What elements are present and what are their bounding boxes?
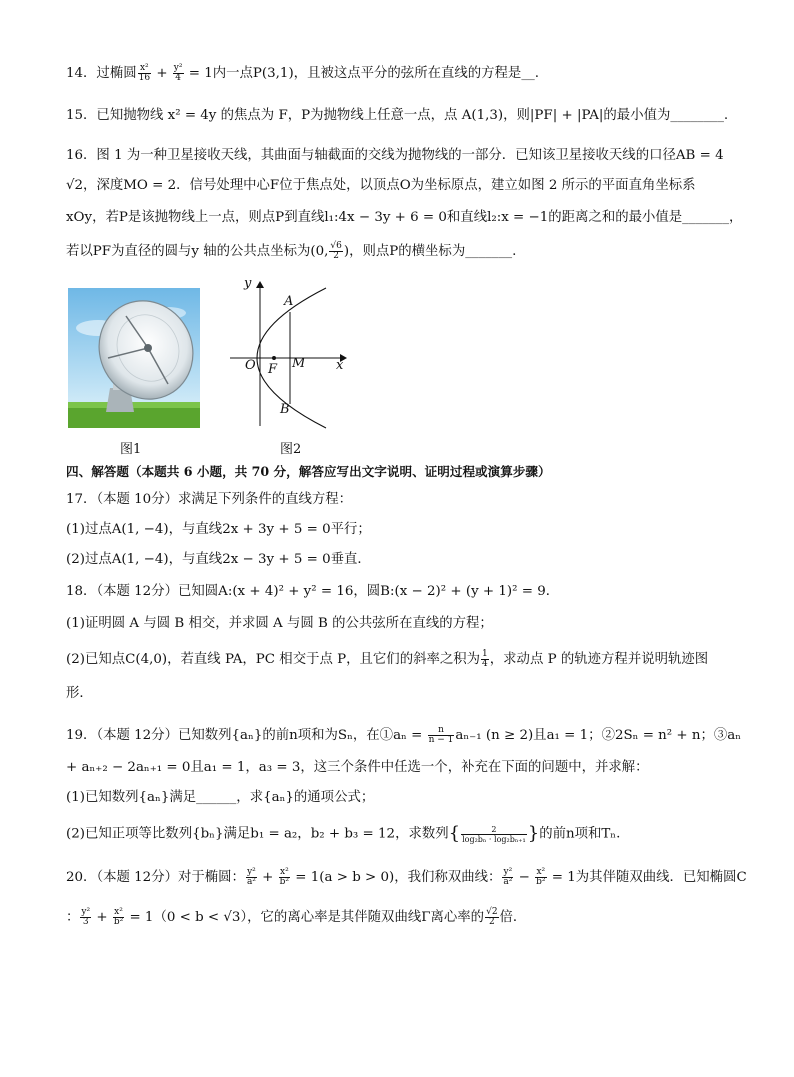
- focus-point: [272, 356, 276, 360]
- figure-2-caption: 图2: [280, 442, 302, 457]
- question-16-line-4: 若以PF为直径的圆与y 轴的公共点坐标为(0, $\frac{√6}{2}$ )，则点P的横坐标为_______.: [66, 241, 517, 261]
- label-f: F: [268, 362, 278, 377]
- fraction: $\frac{n}{n - 1}$: [428, 725, 454, 745]
- question-15: 15．已知抛物线 x² = 4y 的焦点为 F，P为抛物线上任意一点，点 A(1,3)，则|PF| + |PA|的最小值为________.: [66, 108, 729, 123]
- question-18-head: 18．（本题 12分）已知圆A:(x + 4)² + y² = 16，圆B:(x − 2)² + (y + 1)² = 9．: [66, 584, 560, 599]
- label-x: x: [336, 358, 344, 373]
- label-a: A: [284, 294, 294, 309]
- fraction: $\frac{2}{\text{log₂bₙ · log₂bₙ₊₁}}$: [462, 824, 526, 844]
- label-m: M: [292, 356, 306, 371]
- fraction: $\frac{\text{y²}}{\text{a²}}$: [246, 867, 256, 887]
- fraction: $\frac{\text{x²}}{\text{b²}}$: [113, 907, 124, 927]
- question-19-line-2: + aₙ₊₂ − 2aₙ₊₁ = 0且a₁ = 1，a₃ = 3，这三个条件中任选一个，补充在下面的问题中，并求解：: [66, 760, 649, 775]
- fraction: $\frac{√2}{2}$: [486, 907, 498, 927]
- figure-1-satellite-dish: [68, 288, 200, 428]
- question-17-part-1: (1)过点A(1, −4)，与直线2x + 3y + 5 = 0平行；: [66, 522, 371, 537]
- question-19-part-2: (2)已知正项等比数列{bₙ}满足b₁ = a₂，b₂ + b₃ = 12，求数列{ $\frac{2}{\text{log₂bₙ · log₂bₙ₊₁}}$ }的前n项和Tₙ.: [66, 823, 621, 844]
- question-16-line-2: √2，深度MO = 2．信号处理中心F位于焦点处，以顶点O为坐标原点，建立如图 2 所示的平面直角坐标系: [66, 178, 696, 193]
- q14-text-end: = 1内一点P(3,1)，且被这点平分的弦所在直线的方程是__.: [184, 66, 539, 81]
- label-b: B: [280, 402, 290, 417]
- question-18-part-1: (1)证明圆 A 与圆 B 相交，并求圆 A 与圆 B 的公共弦所在直线的方程；: [66, 616, 493, 631]
- question-18-part-2: (2)已知点C(4,0)，若直线 PA，PC 相交于点 P，且它们的斜率之积为 $\frac{1}{4}$ ，求动点 P 的轨迹方程并说明轨迹图: [66, 649, 709, 669]
- fraction: $\frac{\text{x²}}{16}$: [138, 63, 151, 83]
- question-17-head: 17．（本题 10分）求满足下列条件的直线方程：: [66, 492, 353, 507]
- fraction: $\frac{\text{y²}}{\text{a²}}$: [503, 867, 513, 887]
- fraction: $\frac{\text{y²}}{4}$: [173, 63, 183, 83]
- figure-1-caption: 图1: [120, 442, 142, 457]
- question-19-part-1: (1)已知数列{aₙ}满足______，求{aₙ}的通项公式；: [66, 790, 375, 805]
- label-o: O: [245, 358, 256, 373]
- section-heading: 四、解答题（本题共 6 小题，共 70 分，解答应写出文字说明、证明过程或演算步骤）: [66, 464, 551, 479]
- question-20-line-1: 20．（本题 12分）对于椭圆： $\frac{\text{y²}}{\text{a²}}$ + $\frac{\text{x²}}{\text{b²}}$ = 1(a > b > 0)，我们称双曲线： $\frac{\text{y²}}{\text{a²}}$ − $\frac{\text{x²}}{\text{b²}}$ = 1为其伴随双曲线．已知椭圆C: [66, 867, 747, 887]
- fraction: $\frac{√6}{2}$: [330, 241, 342, 261]
- question-19-line-1: 19．（本题 12分）已知数列{aₙ}的前n项和为Sₙ，在①aₙ = $\frac{n}{n - 1}$ aₙ₋₁ (n ≥ 2)且a₁ = 1；②2Sₙ = n² + n；③aₙ: [66, 725, 742, 745]
- label-y: y: [244, 276, 252, 291]
- fraction: $\frac{\text{x²}}{\text{b²}}$: [536, 867, 546, 887]
- question-18-part-2-cont: 形．: [66, 686, 93, 701]
- q14-text: 14．过椭圆: [66, 66, 137, 81]
- fraction: $\frac{1}{4}$: [482, 649, 488, 669]
- question-16-line-3: xOy，若P是该抛物线上一点，则点P到直线l₁:4x − 3y + 6 = 0和直线l₂:x = −1的距离之和的最小值是_______，: [66, 210, 743, 225]
- fraction: $\frac{\text{y²}}{3}$: [81, 907, 91, 927]
- question-20-line-2: ： $\frac{\text{y²}}{3}$ + $\frac{\text{x²}}{\text{b²}}$ = 1（0 < b < √3），它的离心率是其伴随双曲线Γ离心率的 $\frac{√2}{2}$ 倍．: [66, 907, 527, 927]
- fraction: $\frac{\text{x²}}{\text{b²}}$: [279, 867, 290, 887]
- figure-2-parabola-diagram: [226, 276, 356, 432]
- question-16-line-1: 16．图 1 为一种卫星接收天线，其曲面与轴截面的交线为抛物线的一部分．已知该卫星接收天线的口径AB = 4: [66, 148, 724, 163]
- question-14: 14．过椭圆 $\frac{\text{x²}}{16}$ + $\frac{\text{y²}}{4}$ = 1内一点P(3,1)，且被这点平分的弦所在直线的方程是__.: [66, 63, 539, 83]
- question-17-part-2: (2)过点A(1, −4)，与直线2x − 3y + 5 = 0垂直．: [66, 552, 371, 567]
